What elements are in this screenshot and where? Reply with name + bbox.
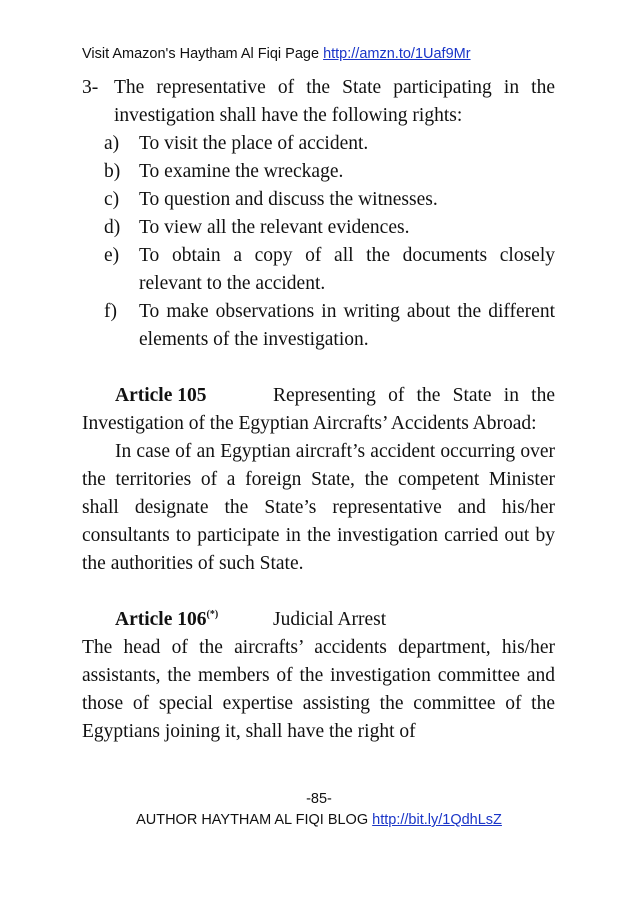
- page-footer: [0, 812, 638, 828]
- list-item-text: To make observations in writing about the different elements of the investigation.: [139, 301, 555, 350]
- page-content: [82, 74, 555, 746]
- list-item-text: To visit the place of accident.: [139, 133, 369, 154]
- article-106-heading: [82, 606, 555, 634]
- list-item-label: f): [104, 301, 117, 322]
- spacer: [82, 578, 555, 606]
- article-105-heading: [82, 382, 555, 410]
- footnote-mark: (*): [206, 609, 219, 620]
- list-item-label: e): [104, 245, 120, 266]
- list-item: [104, 130, 555, 158]
- article-106-title: Judicial Arrest: [273, 609, 387, 630]
- article-105-title-line1: Representing of the State in the: [273, 385, 555, 406]
- article-105-body: In case of an Egyptian aircraft’s accident occurring over the territories of a foreign State, the competent Minister shall designate the State’s representative and his/her consultants to participate in the investigation carried out by the authorities of such State.: [82, 441, 555, 574]
- clause-3: [82, 74, 555, 130]
- page-header: [82, 46, 471, 62]
- list-item-label: c): [104, 189, 120, 210]
- page-number: -85-: [306, 791, 332, 807]
- list-item-text: To question and discuss the witnesses.: [139, 189, 438, 210]
- header-text: Visit Amazon's Haytham Al Fiqi Page: [82, 46, 320, 62]
- list-item-label: a): [104, 133, 120, 154]
- list-item: [104, 158, 555, 186]
- article-106-label: Article 106: [115, 609, 207, 630]
- list-item: [104, 186, 555, 214]
- article-105-number: Article 105: [115, 385, 207, 406]
- amazon-link[interactable]: http://amzn.to/1Uaf9Mr: [323, 46, 471, 62]
- clause-text: The representative of the State participating in the investigation shall have the following rights:: [114, 77, 555, 126]
- list-item-text: To view all the relevant evidences.: [139, 217, 410, 238]
- article-106-body: The head of the aircrafts’ accidents department, his/her assistants, the members of the investigation committee and those of special expertise assisting the committee of the Egyptians joining it, shall have the right of: [82, 637, 555, 742]
- list-item-text: To obtain a copy of all the documents closely relevant to the accident.: [139, 245, 555, 294]
- blog-link[interactable]: http://bit.ly/1QdhLsZ: [372, 812, 502, 828]
- list-item-label: b): [104, 161, 121, 182]
- spacer: [82, 354, 555, 382]
- list-item: [104, 214, 555, 242]
- clause-number: 3-: [82, 77, 99, 98]
- footer-text: AUTHOR HAYTHAM AL FIQI BLOG: [136, 812, 369, 828]
- article-106-number: [115, 606, 273, 634]
- list-item-text: To examine the wreckage.: [139, 161, 344, 182]
- list-item: [104, 242, 555, 298]
- list-item-label: d): [104, 217, 121, 238]
- rights-list: [82, 130, 555, 354]
- article-105-title-line2: Investigation of the Egyptian Aircrafts’ Accidents Abroad:: [82, 413, 537, 434]
- list-item: [104, 298, 555, 354]
